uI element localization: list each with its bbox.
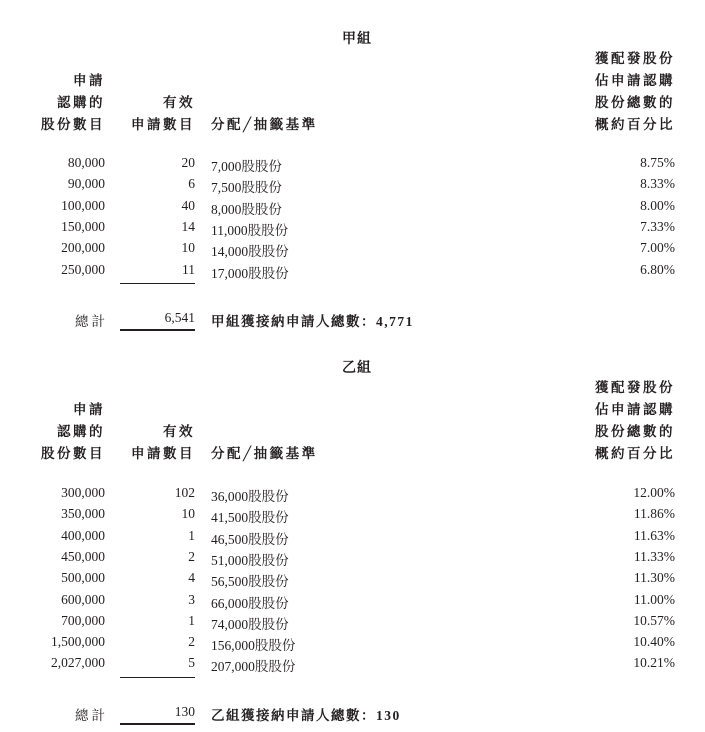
- group-a-total-label: 總計: [75, 314, 108, 329]
- group-a-total-rule: [120, 329, 195, 331]
- valid-applications-cell: 10: [181, 240, 195, 256]
- allocation-basis-cell: 156,000股股份: [211, 638, 296, 654]
- header-line: 獲配發股份: [595, 51, 675, 66]
- allocation-basis-cell: 17,000股股份: [211, 265, 289, 281]
- group-b-total-label: 總計: [75, 708, 108, 723]
- valid-applications-cell: 102: [174, 485, 195, 500]
- header-line: 認購的: [57, 424, 105, 439]
- allocation-basis-cell: 51,000股股份: [211, 552, 289, 568]
- header-line: 股份總數的: [595, 424, 675, 439]
- shares-applied-cell: 200,000: [61, 240, 105, 256]
- group-a-total-successful: 甲組獲接納申請人總數：4,771: [211, 314, 414, 329]
- valid-applications-cell: 2: [188, 634, 195, 650]
- shares-applied-cell: 90,000: [67, 176, 105, 192]
- percentage-cell: 8.00%: [640, 197, 675, 213]
- shares-applied-cell: 350,000: [61, 506, 105, 522]
- shares-applied-cell: 700,000: [61, 612, 105, 628]
- percentage-cell: 11.63%: [633, 527, 675, 543]
- allocation-basis-cell: 41,500股股份: [211, 510, 289, 526]
- percentage-cell: 11.33%: [633, 548, 675, 564]
- shares-applied-cell: 80,000: [67, 155, 105, 170]
- header-line: 認購的: [57, 95, 105, 110]
- valid-applications-cell: 2: [188, 548, 195, 564]
- shares-applied-cell: 600,000: [61, 591, 105, 607]
- allocation-basis-cell: 66,000股股份: [211, 595, 289, 611]
- allocation-basis-cell: 56,500股股份: [211, 574, 289, 590]
- valid-applications-cell: 6: [188, 176, 195, 192]
- percentage-cell: 11.30%: [633, 570, 675, 586]
- shares-applied-cell: 100,000: [61, 197, 105, 213]
- allocation-basis-cell: 7,000股股份: [211, 159, 282, 174]
- header-line: 獲配發股份: [595, 380, 675, 395]
- shares-applied-cell: 250,000: [61, 261, 105, 277]
- header-line: 股份總數的: [595, 95, 675, 110]
- valid-applications-cell: 10: [181, 506, 195, 522]
- shares-applied-cell: 1,500,000: [51, 634, 105, 650]
- group-a-total-apps: 6,541: [164, 310, 195, 325]
- shares-applied-cell: 2,027,000: [51, 655, 105, 671]
- header-allocation-basis: 分配╱抽籤基準: [211, 117, 318, 132]
- group-a-title: 甲組: [342, 32, 372, 47]
- allocation-basis-cell: 74,000股股份: [211, 616, 289, 632]
- header-valid-applications: [131, 421, 195, 465]
- group-b-subtotal-rule: [120, 677, 195, 678]
- percentage-cell: 7.00%: [640, 240, 675, 256]
- allocation-basis-cell: 207,000股股份: [211, 659, 296, 675]
- percentage-cell: 12.00%: [633, 485, 675, 500]
- valid-applications-cell: 11: [182, 261, 195, 277]
- header-valid-applications: [131, 92, 195, 136]
- percentage-cell: 11.86%: [633, 506, 675, 522]
- header-line: 有效: [163, 424, 195, 439]
- percentage-cell: 10.40%: [633, 634, 675, 650]
- header-line: 股份數目: [41, 446, 105, 461]
- header-percentage: [595, 377, 675, 465]
- header-line: 概約百分比: [595, 446, 675, 461]
- header-line: 股份數目: [41, 117, 105, 132]
- allocation-basis-cell: 46,500股股份: [211, 531, 289, 547]
- valid-applications-cell: 20: [181, 155, 195, 170]
- allocation-basis-cell: 11,000股股份: [211, 222, 289, 238]
- valid-applications-cell: 4: [188, 570, 195, 586]
- header-line: 申請數目: [131, 117, 195, 132]
- percentage-cell: 8.33%: [640, 176, 675, 192]
- allocation-basis-cell: 8,000股股份: [211, 201, 282, 217]
- valid-applications-cell: 5: [188, 655, 195, 671]
- shares-applied-cell: 150,000: [61, 218, 105, 234]
- percentage-cell: 11.00%: [633, 591, 675, 607]
- header-percentage: [595, 48, 675, 136]
- header-allocation-basis: 分配╱抽籤基準: [211, 446, 318, 461]
- header-line: 佔申請認購: [595, 73, 675, 88]
- header-shares-applied: [41, 70, 105, 136]
- group-b-total-apps: 130: [174, 704, 195, 719]
- percentage-cell: 8.75%: [640, 155, 675, 170]
- header-shares-applied: [41, 399, 105, 465]
- header-line: 申請數目: [131, 446, 195, 461]
- header-line: 申請: [73, 402, 105, 417]
- valid-applications-cell: 1: [188, 612, 195, 628]
- allocation-basis-cell: 7,500股股份: [211, 180, 282, 196]
- shares-applied-cell: 400,000: [61, 527, 105, 543]
- percentage-cell: 10.21%: [633, 655, 675, 671]
- header-line: 佔申請認購: [595, 402, 675, 417]
- valid-applications-cell: 1: [188, 527, 195, 543]
- group-b-title: 乙組: [342, 361, 372, 376]
- header-line: 申請: [73, 73, 105, 88]
- allocation-basis-cell: 36,000股股份: [211, 489, 289, 504]
- allocation-basis-cell: 14,000股股份: [211, 244, 289, 260]
- percentage-cell: 10.57%: [633, 612, 675, 628]
- percentage-cell: 6.80%: [640, 261, 675, 277]
- percentage-cell: 7.33%: [640, 218, 675, 234]
- header-line: 有效: [163, 95, 195, 110]
- shares-applied-cell: 450,000: [61, 548, 105, 564]
- group-b-total-successful: 乙組獲接納申請人總數：130: [211, 708, 401, 723]
- valid-applications-cell: 3: [188, 591, 195, 607]
- shares-applied-cell: 500,000: [61, 570, 105, 586]
- header-line: 概約百分比: [595, 117, 675, 132]
- valid-applications-cell: 40: [181, 197, 195, 213]
- valid-applications-cell: 14: [181, 218, 195, 234]
- group-b-total-rule: [120, 723, 195, 725]
- shares-applied-cell: 300,000: [61, 485, 105, 500]
- group-a-subtotal-rule: [120, 283, 195, 284]
